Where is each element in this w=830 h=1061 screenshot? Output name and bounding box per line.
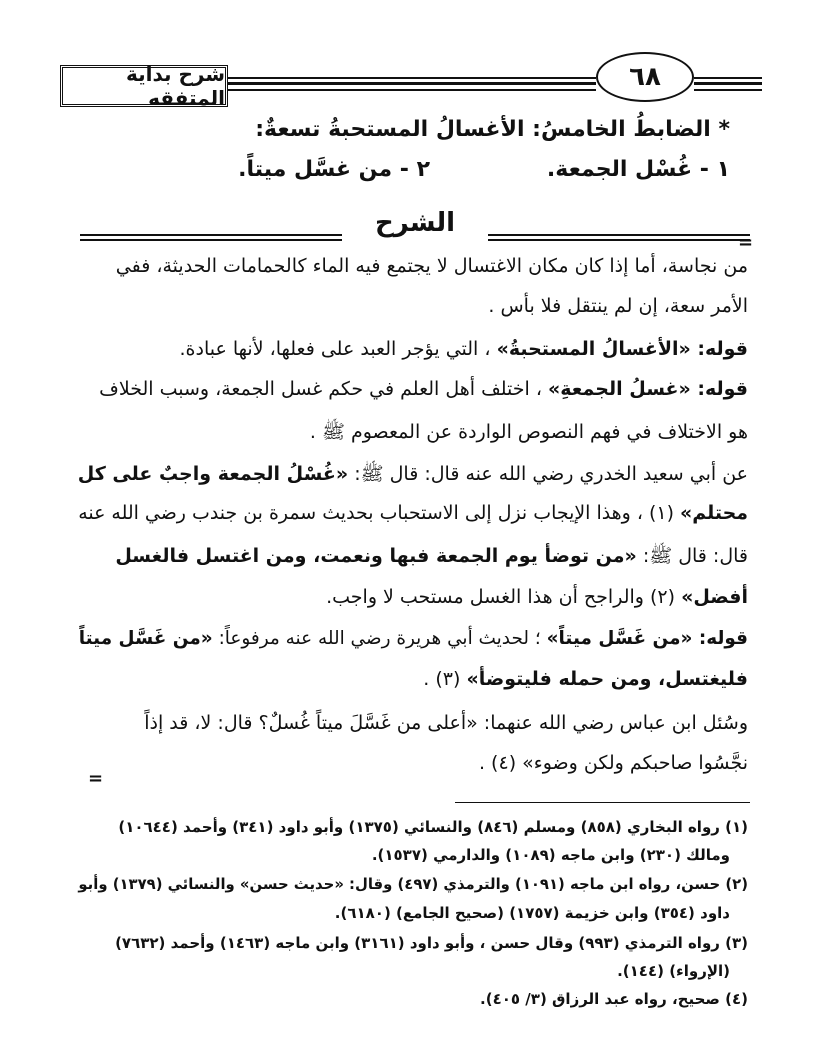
body-line-11 bbox=[423, 668, 748, 690]
body-line-2: الأمر سعة، إن لم ينتقل فلا بأس . bbox=[488, 295, 748, 317]
hadith-text: «من غَسَّل ميتاً bbox=[78, 628, 213, 649]
header-rule-right-bottom bbox=[694, 89, 762, 91]
quote-term: قوله: «الأغسالُ المستحبةُ» bbox=[496, 338, 748, 360]
hadith-text: فليغتسل، ومن حمله فليتوضأ» bbox=[466, 668, 748, 690]
body-line-8 bbox=[115, 544, 748, 572]
header-rule-right-mid bbox=[694, 82, 762, 85]
footnote-2-line-2: داود (٣٥٤) وابن خزيمة (١٧٥٧) (صحيح الجامع) (٦١٨٠). bbox=[334, 904, 730, 922]
quote-term: قوله: «غسلُ الجمعةِ» bbox=[548, 378, 748, 400]
divider-left-top bbox=[80, 234, 342, 236]
header-rule-bottom bbox=[228, 89, 596, 91]
body-line-6 bbox=[78, 462, 748, 490]
hadith-text: أفضل» bbox=[681, 586, 748, 608]
quote-term: قوله: «من غَسَّل ميتاً» bbox=[546, 628, 748, 649]
narration-text: قال: قال ﷺ: bbox=[642, 545, 748, 567]
body-line-4 bbox=[99, 378, 748, 400]
body-line-5: هو الاختلاف في فهم النصوص الواردة عن المعصوم ﷺ . bbox=[309, 421, 748, 443]
rule-item-2: ٢ - من غسَّل ميتاً. bbox=[238, 157, 430, 182]
narration-text: عن أبي سعيد الخدري رضي الله عنه قال: قال ﷺ: bbox=[354, 463, 748, 485]
footnote-3-line-1: (٣) رواه الترمذي (٩٩٣) وقال حسن ، وأبو داود (٣١٦١) وابن ماجه (١٤٦٣) وأحمد (٧٦٣٢) bbox=[115, 934, 748, 952]
commentary-text: ، التي يؤجر العبد على فعلها، لأنها عبادة. bbox=[179, 338, 491, 360]
body-line-7 bbox=[78, 502, 748, 524]
commentary-text: ، اختلف أهل العلم في حكم غسل الجمعة، وسبب الخلاف bbox=[99, 378, 542, 400]
footnote-3-line-2: (الإرواء) (١٤٤). bbox=[617, 962, 730, 980]
divider-right-bottom bbox=[488, 239, 750, 241]
commentary-text: (٢) والراجح أن هذا الغسل مستحب لا واجب. bbox=[326, 586, 676, 608]
footnote-4: (٤) صحيح، رواه عبد الرزاق (٣/ ٤٠٥). bbox=[480, 990, 748, 1008]
header-rule-mid bbox=[228, 82, 596, 85]
divider-left-bottom bbox=[80, 239, 342, 241]
divider-right-top bbox=[488, 234, 750, 236]
header-rule-right-top bbox=[694, 77, 762, 79]
body-line-3 bbox=[180, 338, 748, 360]
footnote-2-line-1: (٢) حسن، رواه ابن ماجه (١٠٩١) والترمذي (٤٩٧) وقال: «حديث حسن» والنسائي (١٣٧٩) وأبو bbox=[78, 876, 748, 893]
footnote-1-line-2: ومالك (٢٣٠) وابن ماجه (١٠٨٩) والدارمي (١٥٣٧). bbox=[371, 846, 730, 864]
commentary-text: (١) ، وهذا الإيجاب نزل إلى الاستحباب بحديث سمرة بن جندب رضي الله عنه bbox=[78, 502, 674, 524]
hadith-text: «غُسْلُ الجمعة واجبٌ على كل bbox=[77, 463, 349, 485]
body-line-9 bbox=[326, 586, 748, 608]
header-rule-top bbox=[228, 77, 596, 79]
book-title: شرح بداية المتفقه bbox=[60, 65, 228, 107]
margin-marker-top: = bbox=[738, 232, 754, 253]
footnote-1-line-1: (١) رواه البخاري (٨٥٨) ومسلم (٨٤٦) والنسائي (١٣٧٥) وأبو داود (٣٤١) وأحمد (١٠٦٤٤) bbox=[118, 818, 748, 836]
hadith-text: «من توضأ يوم الجمعة فبها ونعمت، ومن اغتسل فالغسل bbox=[115, 545, 637, 567]
page-number: ٦٨ bbox=[596, 52, 694, 102]
narration-text: ؛ لحديث أبي هريرة رضي الله عنه مرفوعاً: bbox=[218, 628, 541, 649]
rule-heading: * الضابطُ الخامسُ: الأغسالُ المستحبةُ تسعةٌ: bbox=[255, 117, 730, 142]
rule-item-1: ١ - غُسْل الجمعة. bbox=[546, 157, 730, 182]
body-line-10 bbox=[79, 628, 748, 649]
body-line-1: من نجاسة، أما إذا كان مكان الاغتسال لا يجتمع فيه الماء كالحمامات الحديثة، ففي bbox=[115, 255, 748, 277]
body-line-12: وسُئل ابن عباس رضي الله عنهما: «أعلى من غَسَّلَ ميتاً غُسلٌ؟ قال: لا، قد إذاً bbox=[144, 712, 748, 734]
margin-marker-bottom: = bbox=[88, 768, 104, 789]
footnote-ref: (٣) . bbox=[423, 668, 461, 690]
body-line-13: نجَّسُوا صاحبكم ولكن وضوء» (٤) . bbox=[478, 752, 748, 774]
footnote-separator bbox=[455, 802, 750, 803]
section-title: الشرح bbox=[374, 208, 456, 238]
hadith-text: محتلم» bbox=[680, 502, 748, 524]
